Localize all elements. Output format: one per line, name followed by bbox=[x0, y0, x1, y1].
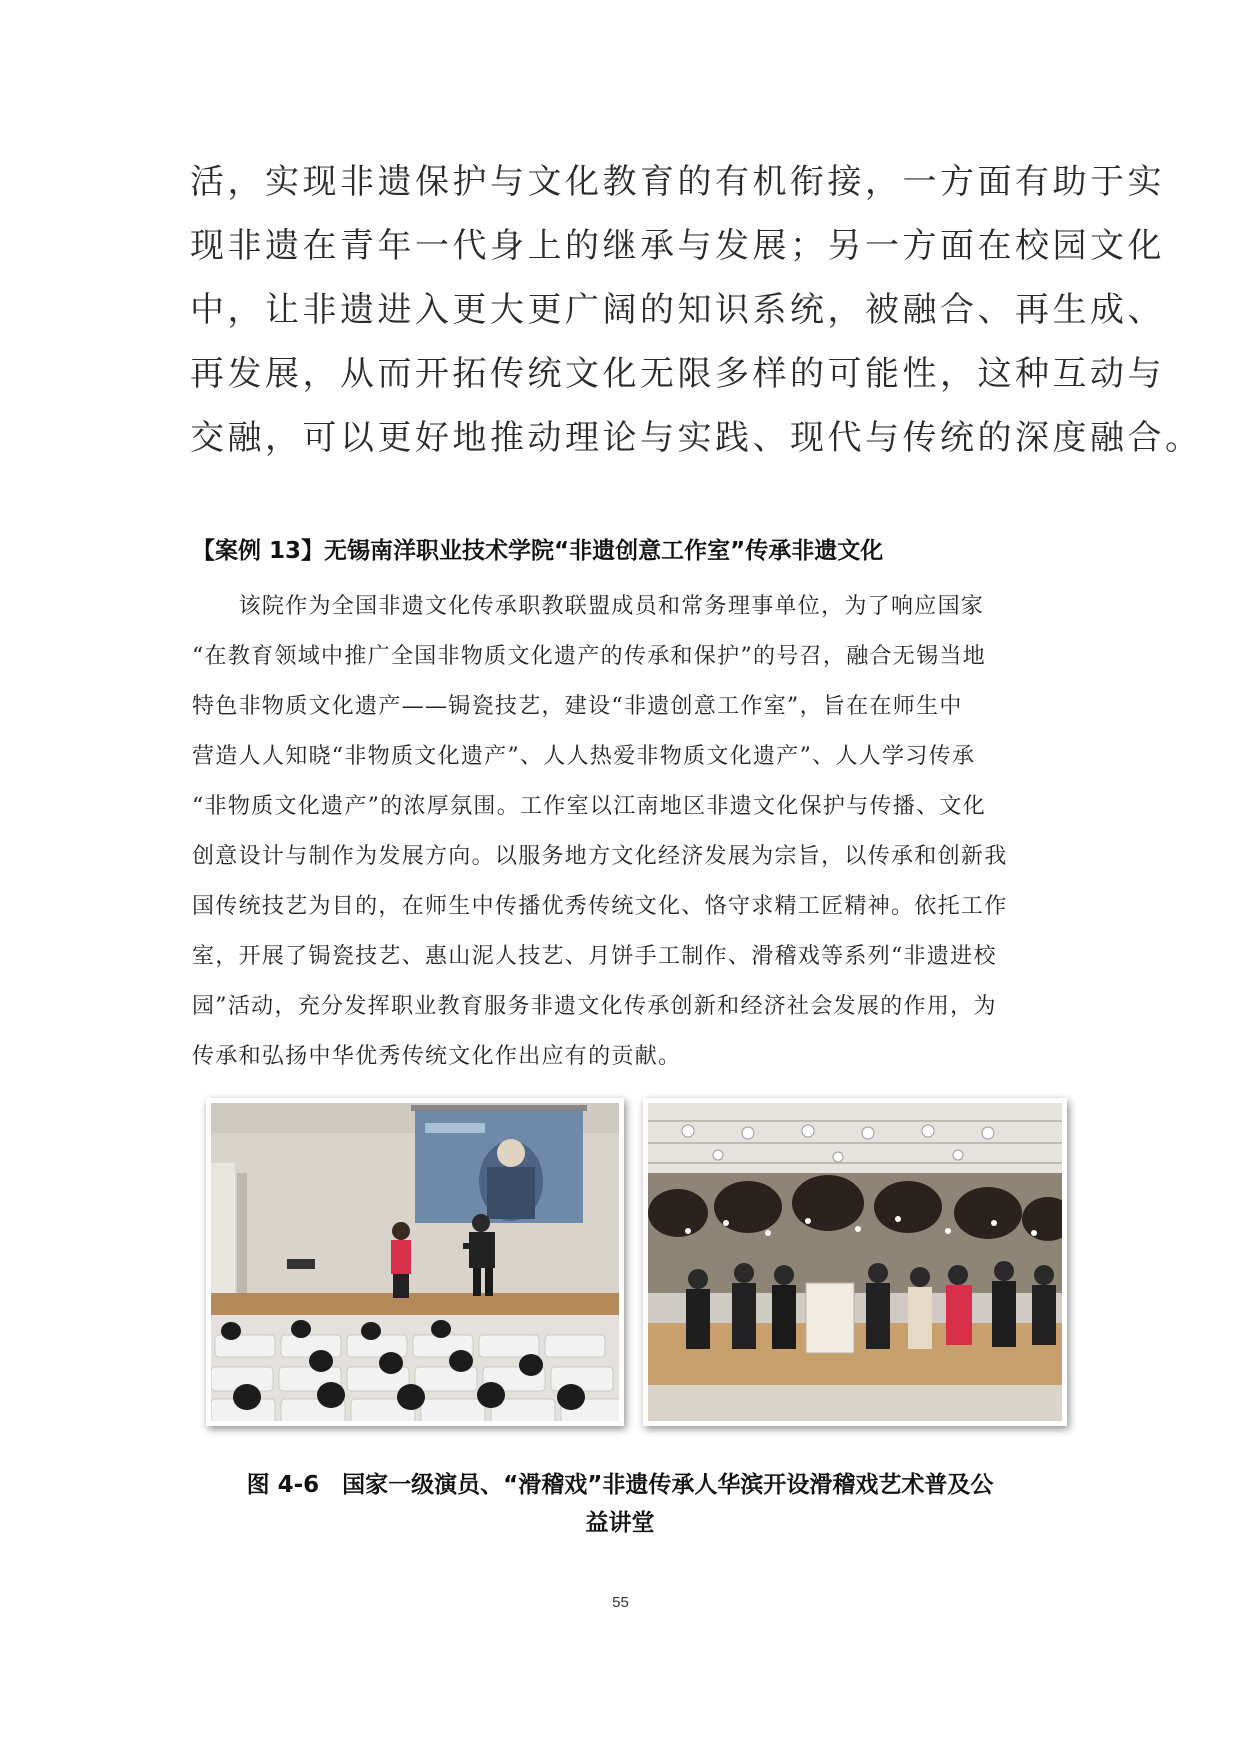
case-body-line: 特色非物质文化遗产——锔瓷技艺，建设“非遗创意工作室”，旨在在师生中 bbox=[192, 694, 963, 719]
case-heading: 【案例 13】无锡南洋职业技术学院“非遗创意工作室”传承非遗文化 bbox=[192, 538, 884, 564]
figure-caption bbox=[200, 1466, 1040, 1542]
caption-line: 益讲堂 bbox=[585, 1510, 655, 1536]
caption-line: 图 4-6 国家一级演员、“滑稽戏”非遗传承人华滨开设滑稽戏艺术普及公 bbox=[246, 1472, 994, 1498]
photo-group-audience bbox=[643, 1098, 1067, 1426]
intro-line: 活，实现非遗保护与文化教育的有机衔接，一方面有助于实 bbox=[190, 162, 1165, 202]
case-body-line: “在教育领域中推广全国非物质文化遗产的传承和保护”的号召，融合无锡当地 bbox=[192, 644, 986, 669]
intro-line: 现非遗在青年一代身上的继承与发展；另一方面在校园文化 bbox=[190, 226, 1165, 266]
case-body-line: 该院作为全国非遗文化传承职教联盟成员和常务理事单位，为了响应国家 bbox=[192, 594, 985, 619]
case-body bbox=[192, 582, 1052, 1082]
case-body-line: 园”活动，充分发挥职业教育服务非遗文化传承创新和经济社会发展的作用，为 bbox=[192, 994, 997, 1019]
photo-lecture-stage bbox=[206, 1098, 624, 1426]
case-body-line: 传承和弘扬中华优秀传统文化作出应有的贡献。 bbox=[192, 1044, 682, 1069]
intro-line: 再发展，从而开拓传统文化无限多样的可能性，这种互动与 bbox=[190, 354, 1165, 394]
case-body-line: 创意设计与制作为发展方向。以服务地方文化经济发展为宗旨，以传承和创新我 bbox=[192, 844, 1008, 869]
intro-line: 交融，可以更好地推动理论与实践、现代与传统的深度融合。 bbox=[190, 418, 1203, 458]
intro-paragraph bbox=[190, 150, 1203, 470]
case-body-line: 国传统技艺为目的，在师生中传播优秀传统文化、恪守求精工匠精神。依托工作 bbox=[192, 894, 1008, 919]
group-audience-illustration bbox=[648, 1103, 1062, 1421]
page-number: 55 bbox=[612, 1594, 629, 1611]
lecture-stage-illustration bbox=[211, 1103, 619, 1421]
case-body-line: “非物质文化遗产”的浓厚氛围。工作室以江南地区非遗文化保护与传播、文化 bbox=[192, 794, 986, 819]
case-body-line: 营造人人知晓“非物质文化遗产”、人人热爱非物质文化遗产”、人人学习传承 bbox=[192, 744, 976, 769]
case-body-line: 室，开展了锔瓷技艺、惠山泥人技艺、月饼手工制作、滑稽戏等系列“非遗进校 bbox=[192, 944, 997, 969]
intro-line: 中，让非遗进入更大更广阔的知识系统，被融合、再生成、 bbox=[190, 290, 1165, 330]
